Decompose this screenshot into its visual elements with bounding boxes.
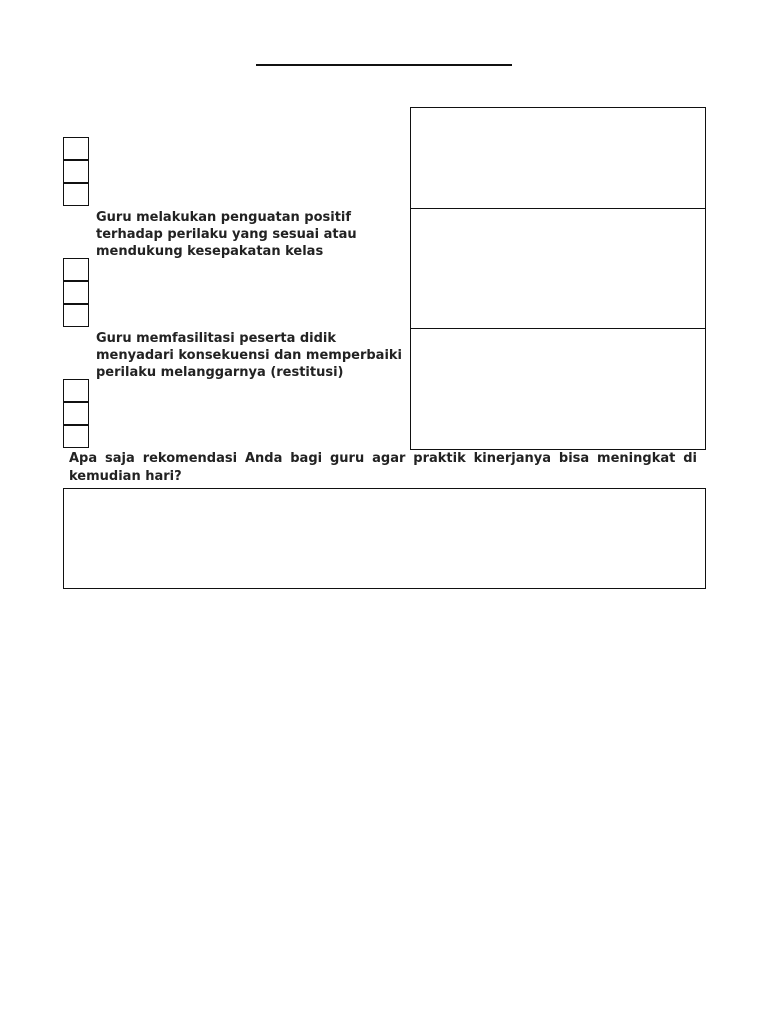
checkbox[interactable]: [63, 183, 89, 206]
signature-line: [256, 64, 512, 66]
recommendation-question: Apa saja rekomendasi Anda bagi guru agar praktik kinerjanya bisa meningkat di kemudian hari?: [69, 451, 697, 484]
answer-box[interactable]: [410, 107, 706, 209]
criterion-label: Guru melakukan penguatan positif terhadap perilaku yang sesuai atau mendukung kesepakatan kelas: [96, 210, 357, 259]
recommendation-answer-box[interactable]: [63, 488, 706, 589]
answer-box[interactable]: [410, 208, 706, 330]
checkbox[interactable]: [63, 160, 89, 183]
checkbox[interactable]: [63, 137, 89, 160]
checkbox[interactable]: [63, 258, 89, 281]
criterion-label: Guru memfasilitasi peserta didik menyadari konsekuensi dan memperbaiki perilaku melanggarnya (restitusi): [96, 331, 403, 380]
checkbox[interactable]: [63, 379, 89, 402]
checkbox[interactable]: [63, 425, 89, 448]
checkbox[interactable]: [63, 402, 89, 425]
checkbox[interactable]: [63, 281, 89, 304]
answer-box[interactable]: [410, 328, 706, 450]
checkbox[interactable]: [63, 304, 89, 327]
